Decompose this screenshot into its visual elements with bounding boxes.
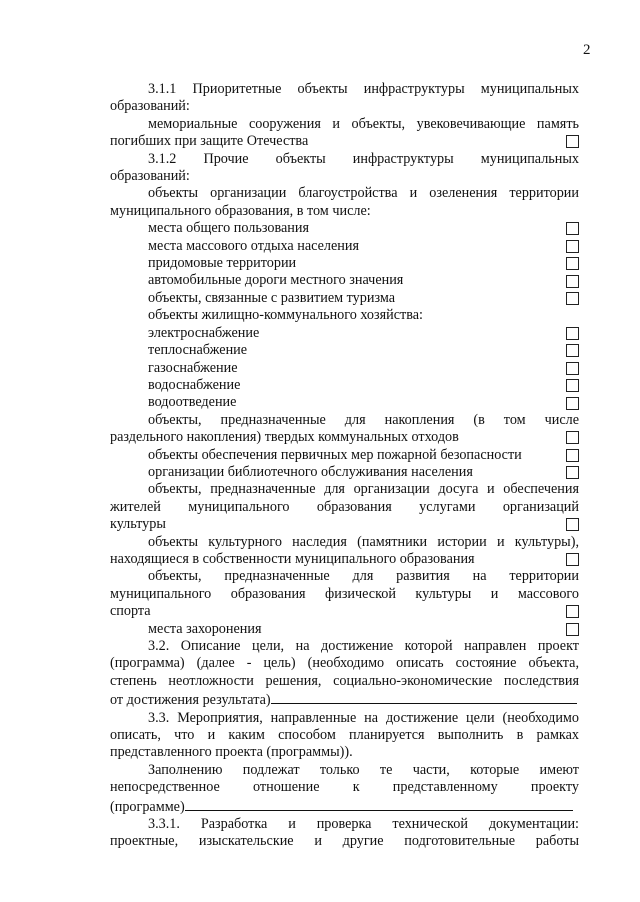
checkbox-heritage[interactable]	[566, 553, 579, 566]
improvement-text: объекты организации благоустройства и озеленения территории	[148, 185, 579, 202]
checkbox-leisure[interactable]	[566, 518, 579, 531]
memorial-item	[110, 133, 579, 150]
fill-note-2: непосредственное отношение к представленному проекту	[110, 779, 579, 796]
section-331-text-2: проектные, изыскательские и другие подготовительные работы	[110, 833, 579, 850]
section-32-text-4-row	[110, 690, 579, 709]
checklist-label: организации библиотечного обслуживания населения	[148, 463, 473, 480]
checklist-item	[110, 342, 579, 359]
fill-note-3: (программе)	[110, 798, 185, 815]
checklist-label: автомобильные дороги местного значения	[148, 272, 404, 289]
checklist-item	[110, 238, 579, 255]
checklist-item	[110, 621, 579, 638]
leisure-text-end: культуры	[110, 516, 166, 533]
fill-note: Заполнению подлежат только те части, которые имеют	[148, 761, 579, 778]
checklist-label: места массового отдыха населения	[148, 237, 359, 254]
section-331-text: 3.3.1. Разработка и проверка технической документации:	[148, 816, 579, 833]
checkbox-fire-safety[interactable]	[566, 449, 579, 462]
heritage-text: объекты культурного наследия (памятники истории и культуры),	[148, 533, 579, 550]
section-32-text-4: от достижения результата)	[110, 692, 271, 709]
checkbox-waste[interactable]	[566, 431, 579, 444]
program-input-line[interactable]	[185, 797, 573, 811]
checklist-item	[110, 377, 579, 394]
document-body	[110, 81, 579, 851]
checklist-label: места захоронения	[148, 620, 262, 637]
checkbox-sport[interactable]	[566, 605, 579, 618]
section-32-text-2: (программа) (далее - цель) (необходимо описать состояние объекта,	[110, 655, 579, 672]
section-312-heading: 3.1.2 Прочие объекты инфраструктуры муниципальных	[148, 150, 579, 167]
checklist-item	[110, 360, 579, 377]
sport-text-end: спорта	[110, 603, 151, 620]
heritage-text-cont: находящиеся в собственности муниципального образования	[110, 550, 475, 567]
section-311-heading: 3.1.1 Приоритетные объекты инфраструктуры муниципальных	[148, 81, 579, 97]
checklist-label: объекты, связанные с развитием туризма	[148, 289, 396, 306]
sport-item	[110, 603, 579, 620]
improvement-text-cont: муниципального образования, в том числе:	[110, 202, 371, 219]
housing-heading: объекты жилищно-коммунального хозяйства:	[148, 307, 423, 324]
checklist-label: объекты обеспечения первичных мер пожарной безопасности	[148, 446, 522, 463]
checklist-label: электроснабжение	[148, 324, 260, 341]
checklist-item	[110, 255, 579, 272]
checklist-label: места общего пользования	[148, 220, 309, 237]
housing-heading-row	[110, 307, 579, 324]
page-number: 2	[583, 42, 591, 58]
checklist-label: водоотведение	[148, 394, 237, 411]
checkbox-tourism[interactable]	[566, 292, 579, 305]
checkbox-recreation-places[interactable]	[566, 240, 579, 253]
heritage-item	[110, 551, 579, 568]
waste-text-cont: раздельного накопления) твердых коммунальных отходов	[110, 429, 459, 446]
checklist-item	[110, 220, 579, 237]
waste-item	[110, 429, 579, 446]
leisure-text: объекты, предназначенные для организации досуга и обеспечения	[148, 481, 579, 498]
checklist-label: теплоснабжение	[148, 342, 248, 359]
section-312-heading-cont: образований:	[110, 168, 190, 185]
section-32-text: 3.2. Описание цели, на достижение которой направлен проект	[148, 638, 579, 654]
checklist-item	[110, 290, 579, 307]
waste-text: объекты, предназначенные для накопления (в том числе	[148, 411, 579, 428]
section-311-heading-cont: образований:	[110, 98, 190, 115]
checkbox-memorial[interactable]	[566, 135, 579, 148]
checklist-label: водоснабжение	[148, 376, 241, 393]
checklist-item	[110, 464, 579, 481]
sport-text-cont: муниципального образования физической культуры и массового	[110, 585, 579, 602]
checkbox-gas[interactable]	[566, 362, 579, 375]
checkbox-water-supply[interactable]	[566, 379, 579, 392]
checkbox-library[interactable]	[566, 466, 579, 479]
checkbox-water-disposal[interactable]	[566, 397, 579, 410]
checklist-label: газоснабжение	[148, 359, 238, 376]
goal-input-line[interactable]	[271, 690, 577, 704]
memorial-text: мемориальные сооружения и объекты, увековечивающие память	[148, 115, 579, 132]
fill-note-3-row	[110, 797, 579, 816]
checklist-item	[110, 447, 579, 464]
leisure-item	[110, 516, 579, 533]
checkbox-public-places[interactable]	[566, 222, 579, 235]
section-33-text-3: представленного проекта (программы)).	[110, 744, 353, 761]
sport-text: объекты, предназначенные для развития на территории	[148, 568, 579, 585]
checklist-item	[110, 325, 579, 342]
checklist-label: придомовые территории	[148, 255, 297, 272]
checklist-item	[110, 394, 579, 411]
checkbox-adjacent-territories[interactable]	[566, 257, 579, 270]
section-33-text: 3.3. Мероприятия, направленные на достижение цели (необходимо	[148, 709, 579, 726]
section-33-text-2: описать, что и каким способом планируется выполнить в рамках	[110, 727, 579, 744]
checkbox-electricity[interactable]	[566, 327, 579, 340]
leisure-text-cont: жителей муниципального образования услугами организаций	[110, 498, 579, 515]
checkbox-local-roads[interactable]	[566, 275, 579, 288]
memorial-text-cont: погибших при защите Отечества	[110, 133, 309, 150]
checklist-item	[110, 272, 579, 289]
checkbox-heating[interactable]	[566, 344, 579, 357]
section-32-text-3: степень неотложности решения, социально-экономические последствия	[110, 672, 579, 689]
checkbox-burial[interactable]	[566, 623, 579, 636]
